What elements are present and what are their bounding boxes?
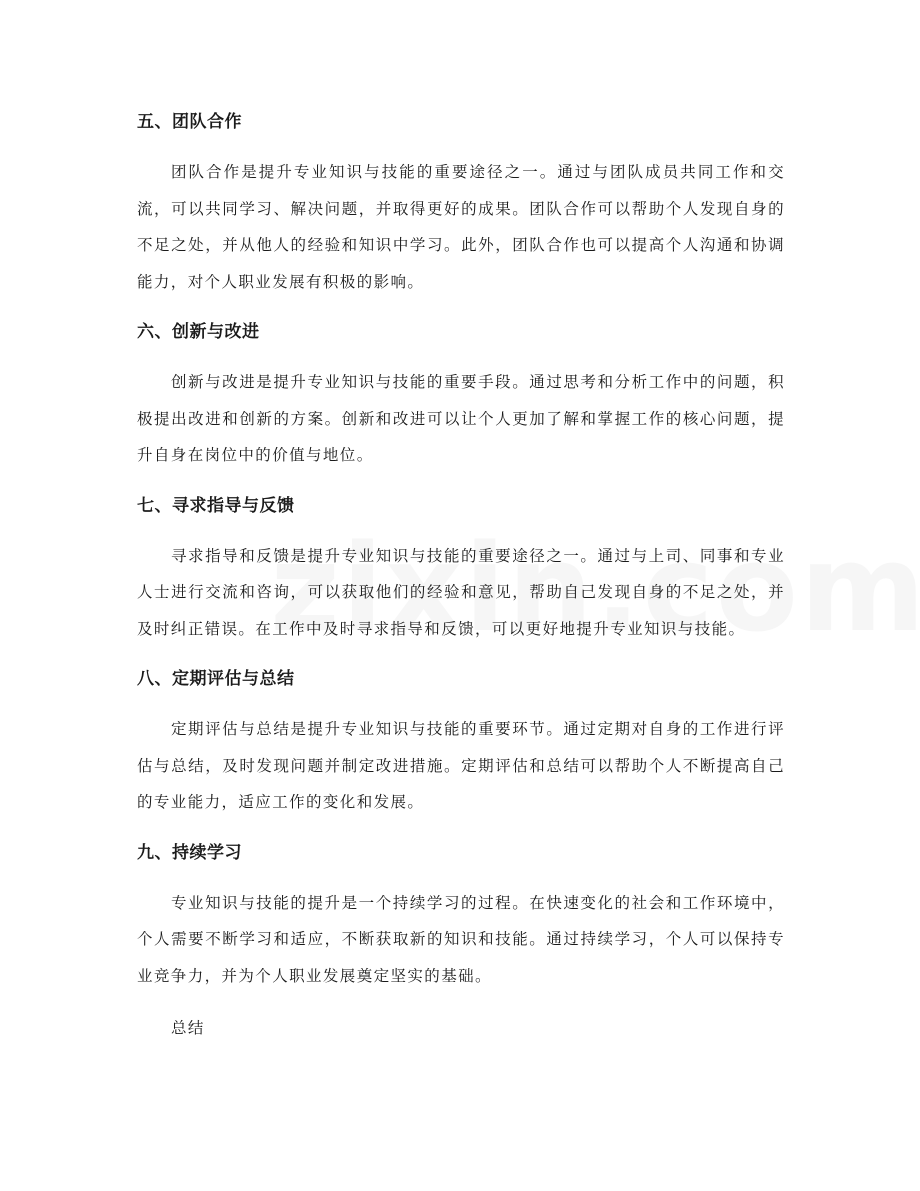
summary-label: 总结 bbox=[171, 1019, 205, 1037]
section-body: 团队合作是提升专业知识与技能的重要途径之一。通过与团队成员共同工作和交流，可以共同学习、解决问题，并取得更好的成果。团队合作可以帮助个人发现自身的不足之处，并从他人的经验和知识中学习。此外，团队合作也可以提高个人沟通和协调能力，对个人职业发展有积极的影响。 bbox=[137, 163, 785, 291]
section-body: 定期评估与总结是提升专业知识与技能的重要环节。通过定期对自身的工作进行评估与总结，及时发现问题并制定改进措施。定期评估和总结可以帮助个人不断提高自己的专业能力，适应工作的变化和发展。 bbox=[137, 720, 785, 811]
section-team-cooperation bbox=[137, 106, 785, 316]
section-innovation bbox=[137, 316, 785, 490]
section-heading: 九、持续学习 bbox=[137, 842, 242, 863]
section-body: 创新与改进是提升专业知识与技能的重要手段。通过思考和分析工作中的问题，积极提出改进和创新的方案。创新和改进可以让个人更加了解和掌握工作的核心问题，提升自身在岗位中的价值与地位。 bbox=[137, 373, 785, 464]
section-guidance-feedback bbox=[137, 490, 785, 664]
section-heading: 八、定期评估与总结 bbox=[137, 669, 295, 689]
section-body: 专业知识与技能的提升是一个持续学习的过程。在快速变化的社会和工作环境中，个人需要不断学习和适应，不断获取新的知识和技能。通过持续学习，个人可以保持专业竞争力，并为个人职业发展奠定坚实的基础。 bbox=[137, 893, 785, 985]
section-body: 寻求指导和反馈是提升专业知识与技能的重要途径之一。通过与上司、同事和专业人士进行交流和咨询，可以获取他们的经验和意见，帮助自己发现自身的不足之处，并及时纠正错误。在工作中及时寻求指导和反馈，可以更好地提升专业知识与技能。 bbox=[137, 546, 785, 638]
section-heading: 七、寻求指导与反馈 bbox=[137, 495, 295, 516]
section-continuous-learning bbox=[137, 837, 785, 1011]
section-evaluation-summary bbox=[137, 663, 785, 837]
section-heading: 五、团队合作 bbox=[137, 112, 242, 132]
document-content bbox=[137, 106, 785, 1046]
section-heading: 六、创新与改进 bbox=[137, 322, 260, 342]
